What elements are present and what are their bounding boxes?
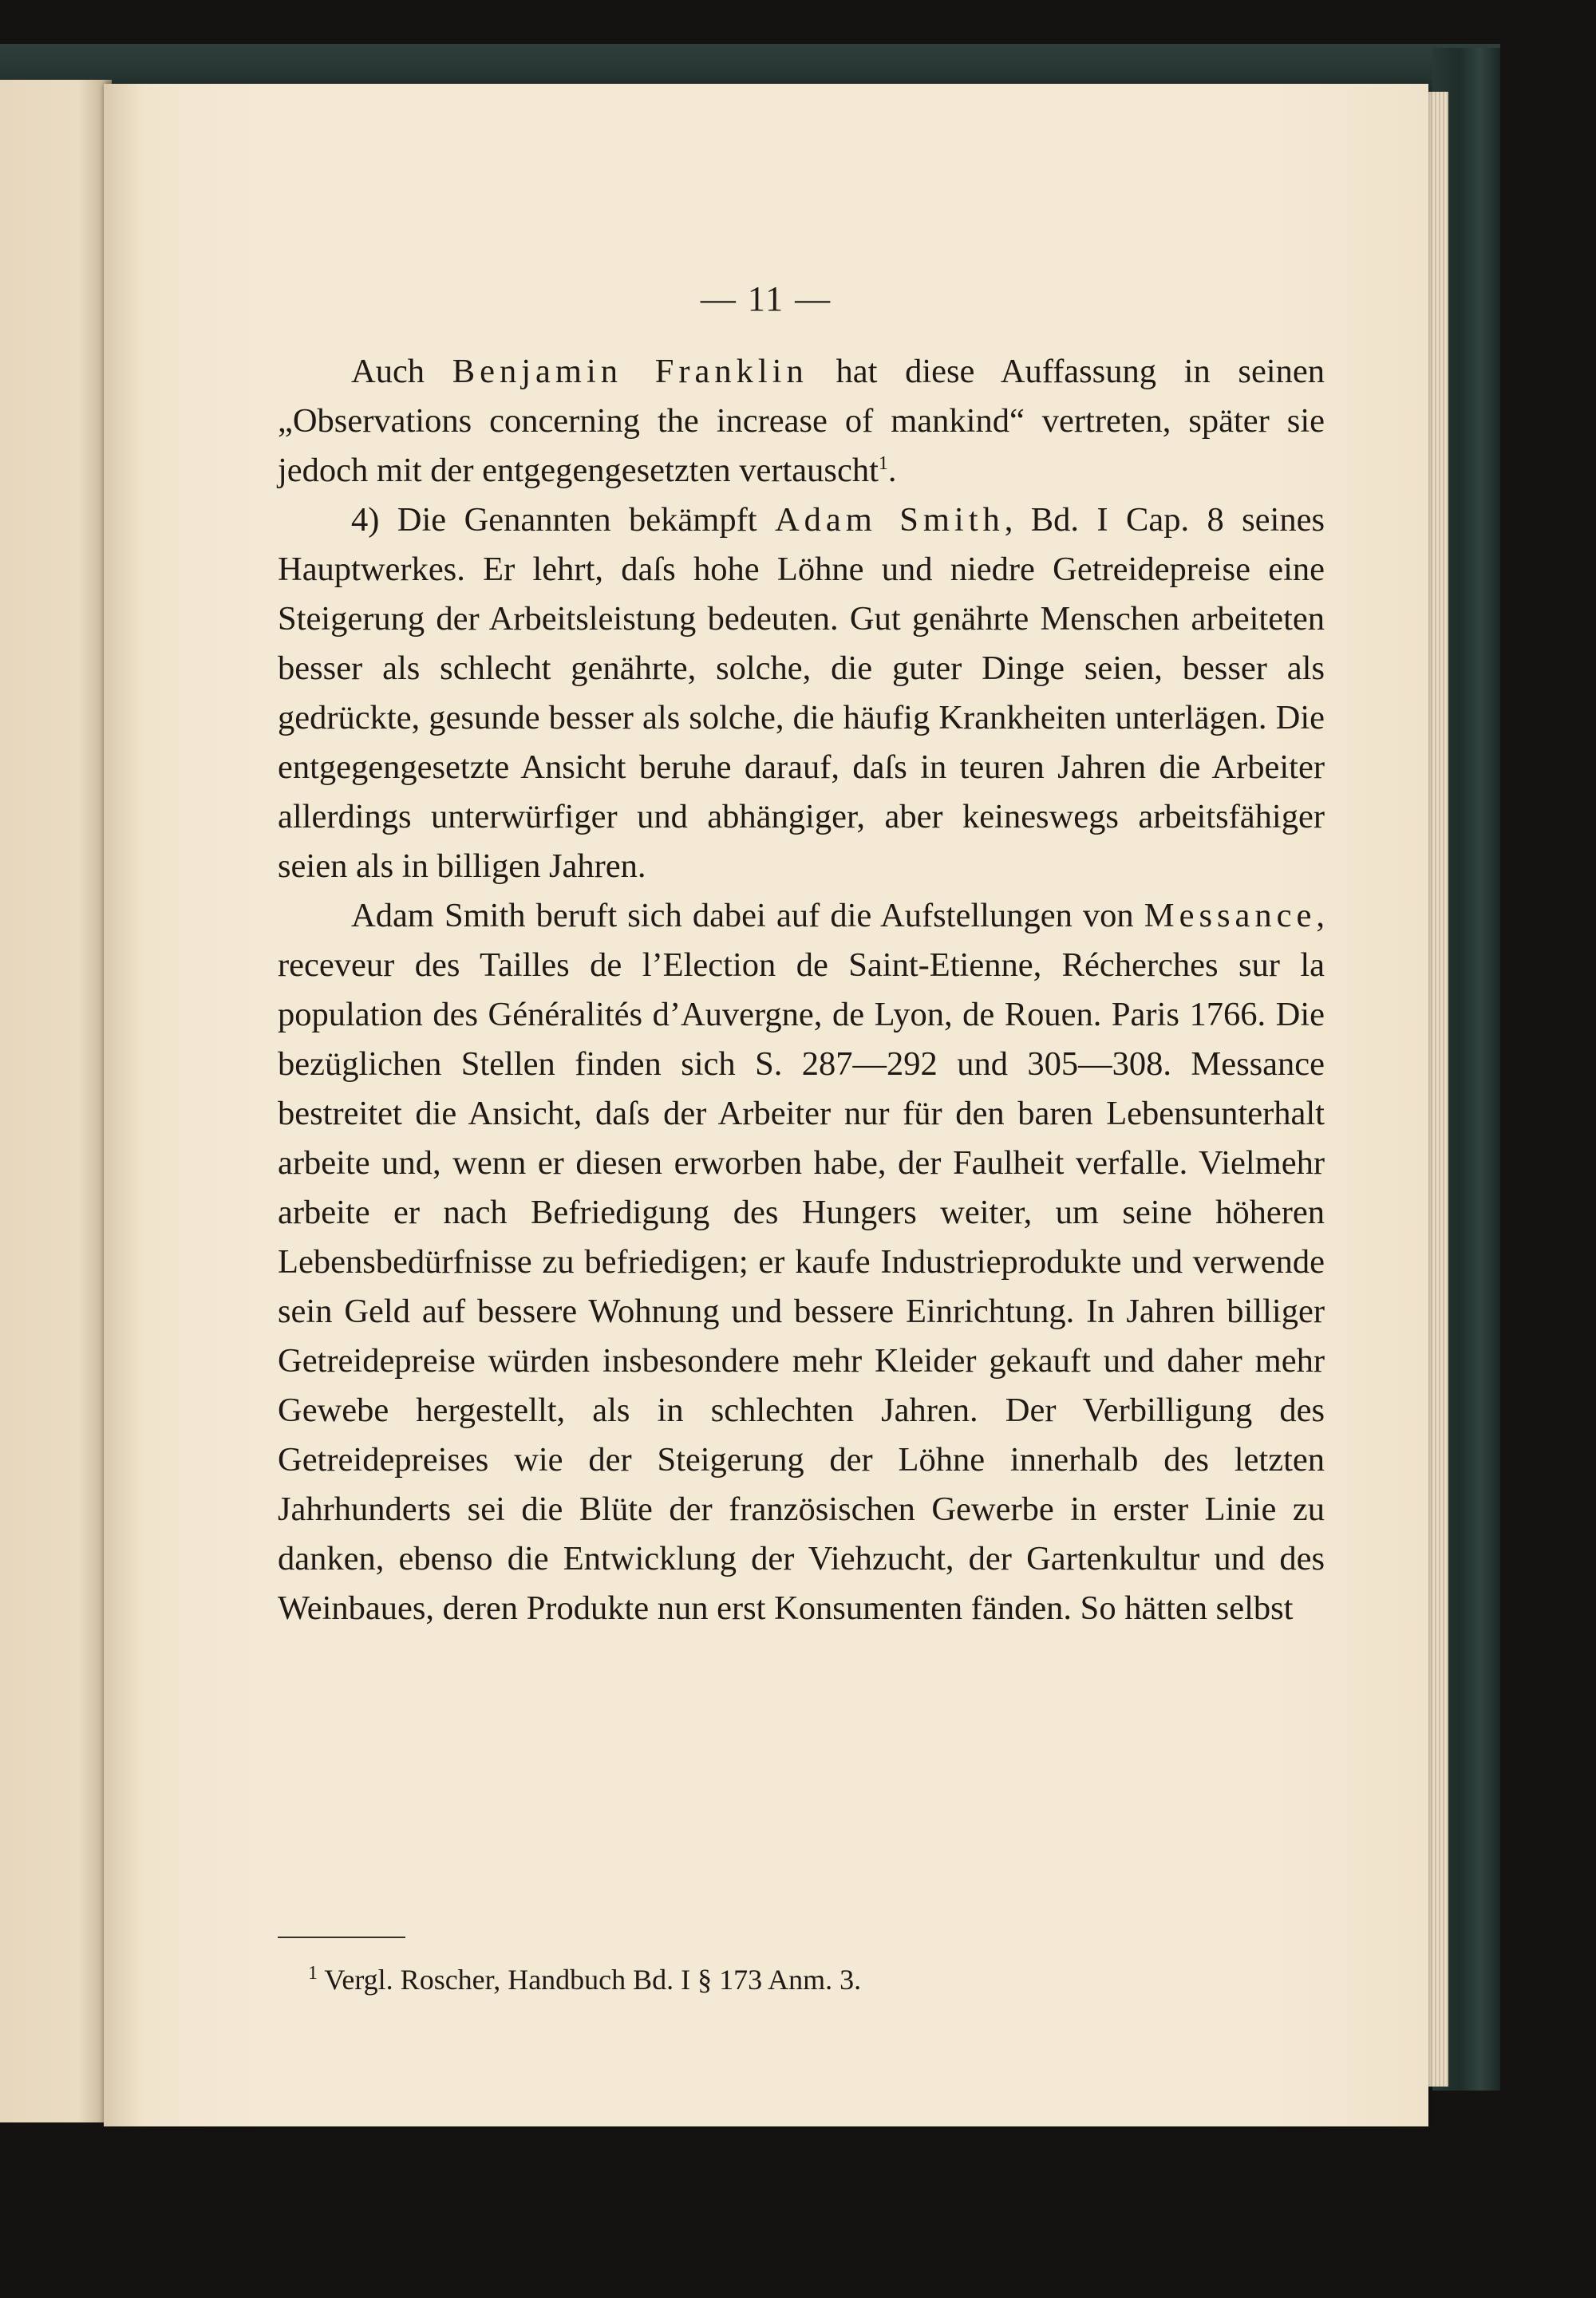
paragraph-text: Auch [351, 353, 452, 390]
person-name-franklin: Benjamin Franklin [452, 353, 808, 390]
paragraph-messance [278, 891, 1325, 1633]
page-number: — 11 — [700, 279, 832, 318]
paragraph-text: , Bd. I Cap. 8 seines Hauptwerkes. Er lehrt, daſs hohe Löhne und niedre Getreidepreise eine Steigerung der Arbeitsleistung bedeuten. Gut genährte Menschen arbeiteten besser als schlecht genährte, solche, die guter Dinge seien, besser als gedrückte, gesunde besser als solche, die häufig Krankheiten unterlägen. Die entgegengesetzte Ansicht beruhe darauf, daſs in teuren Jahren die Arbeiter allerdings unterwürfiger und abhängiger, aber keineswegs arbeitsfähiger seien als in billigen Jahren. [278, 501, 1325, 885]
body-text [278, 347, 1325, 1633]
footnote-divider [278, 1937, 405, 1938]
person-name-messance: Messance [1144, 897, 1317, 934]
footnote-marker: 1 [308, 1963, 318, 1984]
person-name-adam-smith: Adam Smith [774, 501, 1005, 539]
paragraph-text: hat diese Auffassung in seinen „Observations concerning the increase of mankind“ vertreten, später sie jedoch mit der entgegengesetzten vertauscht [278, 353, 1325, 489]
facing-page [0, 80, 112, 2122]
book-page [104, 84, 1428, 2126]
paragraph-text: Adam Smith beruft sich dabei auf die Aufstellungen von [351, 897, 1144, 934]
paragraph-franklin [278, 347, 1325, 496]
footnote-reference[interactable]: 1 [878, 452, 888, 474]
paragraph-text: , receveur des Tailles de l’Election de Saint-Etienne, Récherches sur la population des Généralités d’Auvergne, de Lyon, de Rouen. Paris 1766. Die bezüglichen Stellen finden sich S. 287—292 und 305—308. Messance bestreitet die Ansicht, daſs der Arbeiter nur für den baren Lebensunterhalt arbeite und, wenn er diesen erworben habe, der Faulheit verfalle. Vielmehr arbeite er nach Befriedigung des Hungers weiter, um seine höheren Lebensbedürfnisse zu befriedigen; er kaufe Industrieprodukte und verwende sein Geld auf bessere Wohnung und bessere Einrichtung. In Jahren billiger Getreidepreise würden insbesondere mehr Kleider gekauft und daher mehr Gewebe hergestellt, als in schlechten Jahren. Der Verbilligung des Getreidepreises wie der Steigerung der Löhne innerhalb des letzten Jahrhunderts sei die Blüte der französischen Gewerbe in erster Linie zu danken, ebenso die Entwicklung der Viehzucht, der Gartenkultur und des Weinbaues, deren Produkte nun erst Konsumenten fänden. So hätten selbst [278, 897, 1325, 1627]
footnote [278, 1960, 1325, 1999]
paragraph-adam-smith [278, 496, 1325, 891]
paragraph-text: . [887, 452, 897, 489]
footnote-text: Vergl. Roscher, Handbuch Bd. I § 173 Anm. 3. [318, 1964, 862, 1996]
paragraph-text: 4) Die Genannten bekämpft [351, 501, 775, 539]
